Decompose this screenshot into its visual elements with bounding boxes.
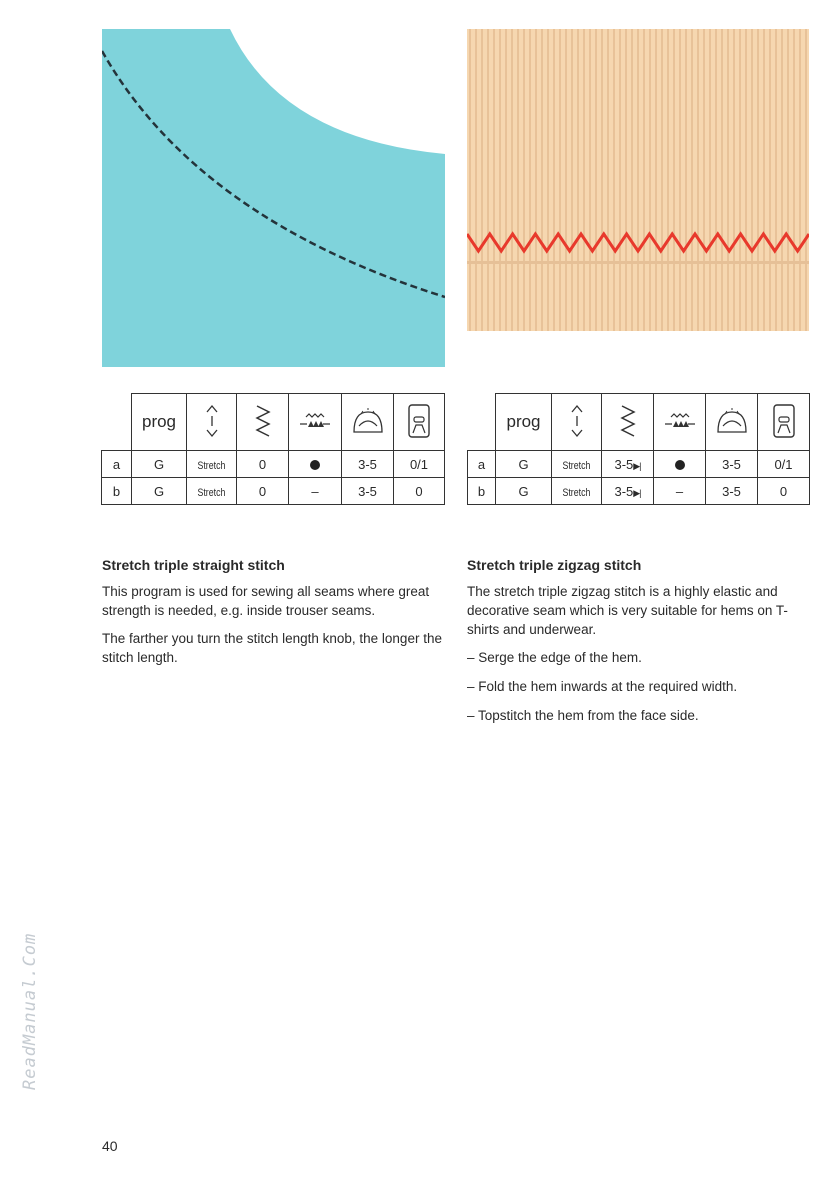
paragraph: The farther you turn the stitch length knob, the longer the stitch length. [102,631,442,665]
dot-symbol [310,460,320,470]
needle-cell: Stretch [562,486,591,499]
list-item: – Topstitch the hem from the face side. [467,706,812,725]
presser-foot-pressure-icon [706,394,758,451]
list-item: – Fold the hem inwards at the required width. [467,677,812,696]
prog-cell: G [496,478,552,505]
section-zigzag-stitch [467,556,812,735]
needle-position-icon [552,394,602,451]
needle-cell: Stretch [197,459,226,472]
settings-table-zigzag [467,393,810,505]
prog-header: prog [506,412,541,431]
settings-table-straight [101,393,445,505]
pressure-cell: – [654,478,706,505]
presser-foot-icon [394,394,445,451]
stitch-width-icon [237,394,289,451]
feed-dog-icon [654,394,706,451]
section-straight-stitch [102,556,447,676]
needle-cell: Stretch [197,486,226,499]
step-list [467,648,812,725]
feed-dog-icon [289,394,342,451]
page-number: 40 [102,1138,118,1154]
arrow-stop-icon: ▶| [633,487,641,498]
foot-cell: 0/1 [394,451,445,478]
foot-cell: 0 [758,478,810,505]
paragraph: This program is used for sewing all seams where great strength is needed, e.g. inside trouser seams. [102,584,430,618]
row-label: a [102,451,132,478]
length-value: 3-5 [614,456,634,472]
prog-cell: G [132,451,187,478]
pressure-cell [289,451,342,478]
row-label: b [468,478,496,505]
row-label: b [102,478,132,505]
length-value: 3-5 [614,483,634,499]
section-title: Stretch triple straight stitch [102,557,285,573]
length-cell: 0 [237,451,289,478]
pressure-cell: – [289,478,342,505]
table-row [468,451,810,478]
photo-straight-stitch [102,29,445,367]
prog-cell: G [132,478,187,505]
length-cell [602,451,654,478]
foot-cell: 0/1 [758,451,810,478]
presser-foot-pressure-icon [342,394,394,451]
width-cell: 3-5 [706,478,758,505]
table-row [468,478,810,505]
row-label: a [468,451,496,478]
paragraph: The stretch triple zigzag stitch is a highly elastic and decorative seam which is very suitable for hems on T-shirts and underwear. [467,584,788,637]
table-row [102,478,445,505]
foot-cell: 0 [394,478,445,505]
width-cell: 3-5 [706,451,758,478]
width-cell: 3-5 [342,478,394,505]
length-cell [602,478,654,505]
pressure-cell [654,451,706,478]
width-cell: 3-5 [342,451,394,478]
section-title: Stretch triple zigzag stitch [467,557,642,573]
photo-zigzag-stitch [467,29,809,331]
needle-cell: Stretch [562,459,591,472]
table-row [102,451,445,478]
length-cell: 0 [237,478,289,505]
watermark: ReadManual.Com [20,932,40,1090]
dot-symbol [675,460,685,470]
arrow-stop-icon: ▶| [633,460,641,471]
prog-cell: G [496,451,552,478]
list-item: – Serge the edge of the hem. [467,648,812,667]
presser-foot-icon [758,394,810,451]
prog-header: prog [141,412,177,431]
stitch-width-icon [602,394,654,451]
needle-position-icon [187,394,237,451]
